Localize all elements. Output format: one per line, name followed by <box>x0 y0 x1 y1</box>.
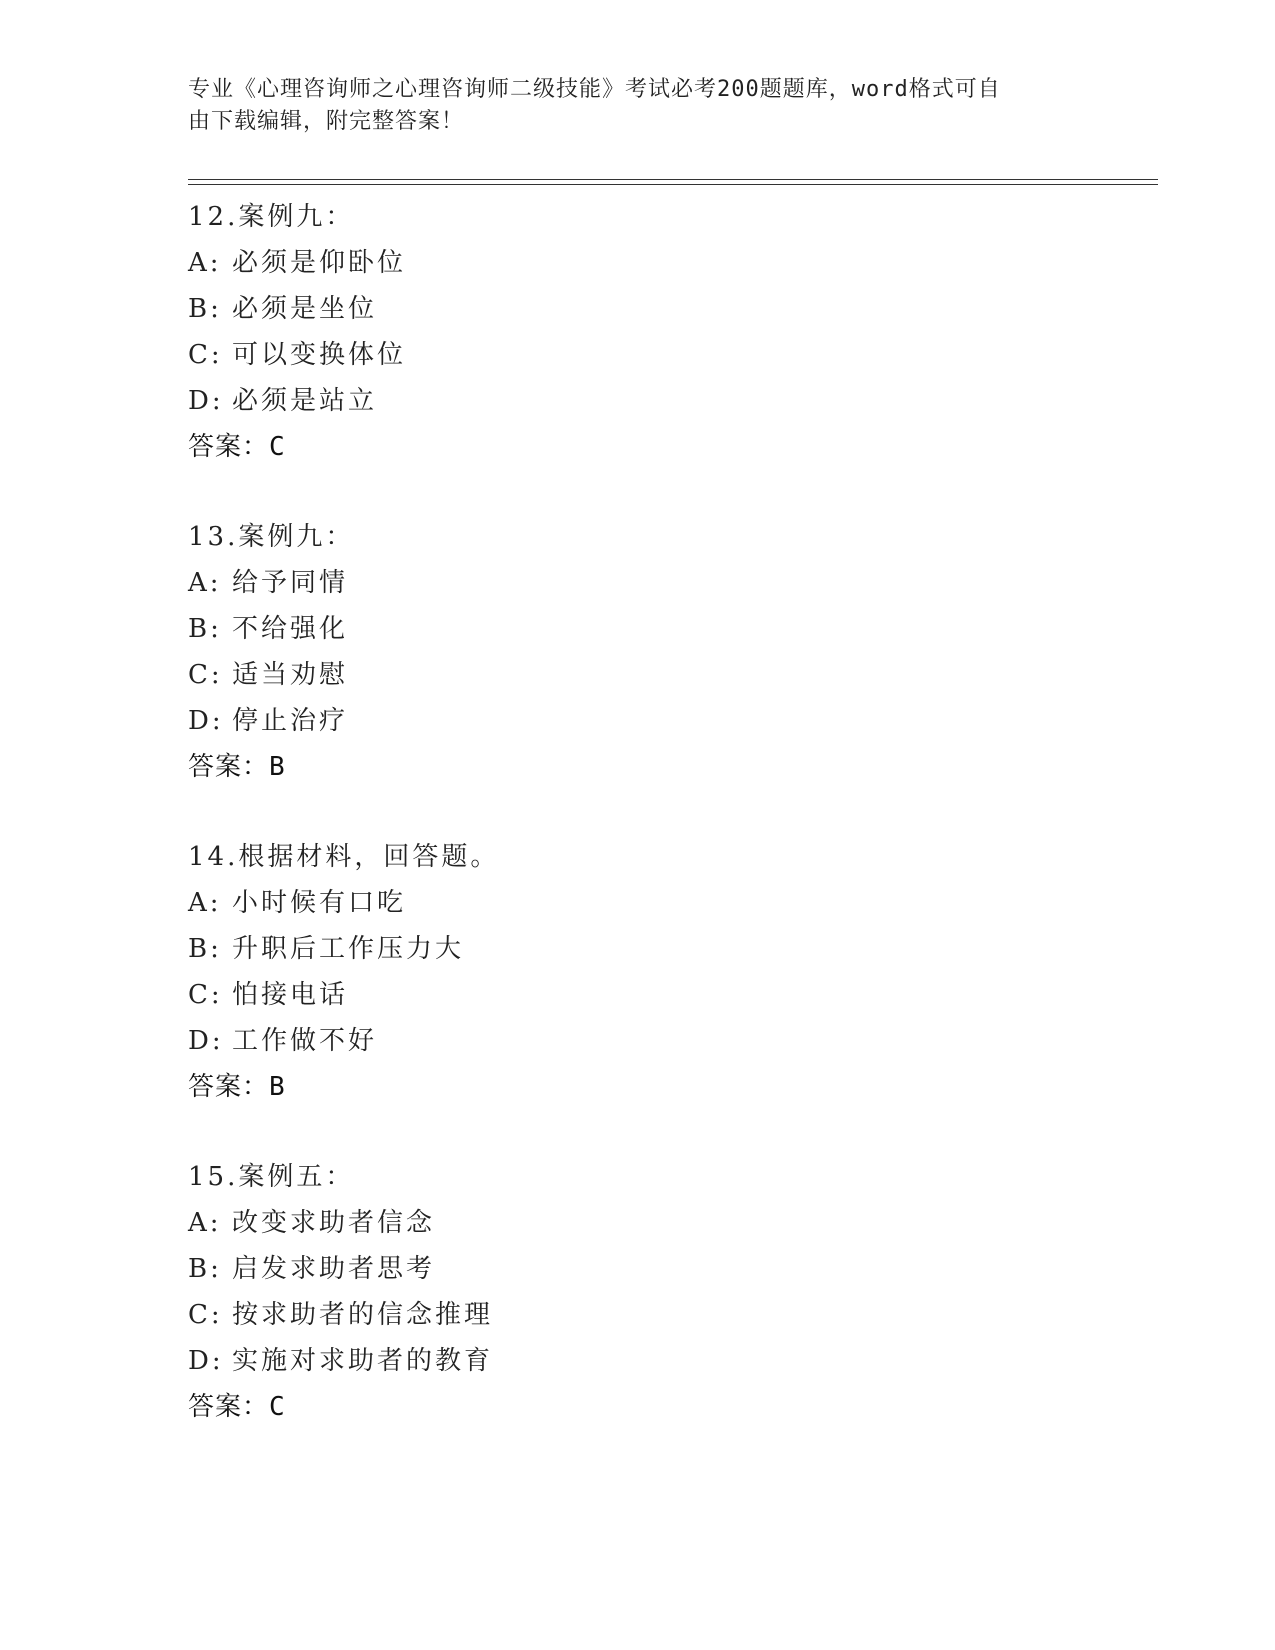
option-letter: D: <box>188 1026 224 1056</box>
option-letter: B: <box>188 934 222 964</box>
option-c <box>188 652 1148 698</box>
option-b <box>188 286 1148 332</box>
header-line-1: 专业《心理咨询师之心理咨询师二级技能》考试必考200题题库，word格式可自 <box>188 77 1001 102</box>
question-stem: 12.案例九： <box>188 202 355 232</box>
question-stem: 13.案例九： <box>188 522 355 552</box>
option-letter: A: <box>188 248 222 278</box>
option-a <box>188 880 1148 926</box>
question-stem: 15.案例五： <box>188 1162 355 1192</box>
option-letter: A: <box>188 1208 222 1238</box>
answer-line: 答案：B <box>188 1072 286 1102</box>
option-a <box>188 240 1148 286</box>
option-letter: C: <box>188 1300 223 1330</box>
option-text: 不给强化 <box>232 614 349 644</box>
option-c <box>188 972 1148 1018</box>
option-d <box>188 378 1148 424</box>
option-letter: B: <box>188 614 222 644</box>
option-d <box>188 698 1148 744</box>
question-item <box>188 514 1148 790</box>
option-letter: D: <box>188 706 224 736</box>
option-letter: A: <box>188 568 222 598</box>
option-text: 实施对求助者的教育 <box>232 1346 494 1376</box>
option-text: 按求助者的信念推理 <box>232 1300 494 1330</box>
option-text: 必须是站立 <box>232 386 378 416</box>
option-letter: D: <box>188 386 224 416</box>
option-letter: C: <box>188 340 223 370</box>
option-text: 适当劝慰 <box>232 660 349 690</box>
document-header <box>188 74 1068 138</box>
option-b <box>188 926 1148 972</box>
header-divider-top <box>188 179 1158 180</box>
option-letter: B: <box>188 1254 222 1284</box>
option-text: 小时候有口吃 <box>232 888 407 918</box>
answer-line: 答案：C <box>188 432 286 462</box>
option-text: 可以变换体位 <box>232 340 407 370</box>
option-text: 停止治疗 <box>232 706 349 736</box>
option-text: 启发求助者思考 <box>232 1254 436 1284</box>
option-text: 给予同情 <box>232 568 349 598</box>
option-d <box>188 1338 1148 1384</box>
question-item <box>188 194 1148 470</box>
option-text: 改变求助者信念 <box>232 1208 436 1238</box>
option-letter: C: <box>188 660 223 690</box>
option-c <box>188 1292 1148 1338</box>
header-line-2: 由下载编辑，附完整答案！ <box>188 109 465 134</box>
question-item <box>188 1154 1148 1430</box>
option-letter: C: <box>188 980 223 1010</box>
option-letter: D: <box>188 1346 224 1376</box>
question-list <box>188 194 1148 1474</box>
option-letter: A: <box>188 888 222 918</box>
option-letter: B: <box>188 294 222 324</box>
option-b <box>188 606 1148 652</box>
option-text: 升职后工作压力大 <box>232 934 465 964</box>
option-b <box>188 1246 1148 1292</box>
question-stem: 14.根据材料，回答题。 <box>188 842 500 872</box>
option-a <box>188 1200 1148 1246</box>
question-item <box>188 834 1148 1110</box>
answer-line: 答案：B <box>188 752 286 782</box>
option-text: 必须是坐位 <box>232 294 378 324</box>
header-divider-bottom <box>188 184 1158 185</box>
answer-line: 答案：C <box>188 1392 286 1422</box>
option-a <box>188 560 1148 606</box>
option-text: 怕接电话 <box>232 980 349 1010</box>
option-d <box>188 1018 1148 1064</box>
option-text: 工作做不好 <box>232 1026 378 1056</box>
option-text: 必须是仰卧位 <box>232 248 407 278</box>
option-c <box>188 332 1148 378</box>
